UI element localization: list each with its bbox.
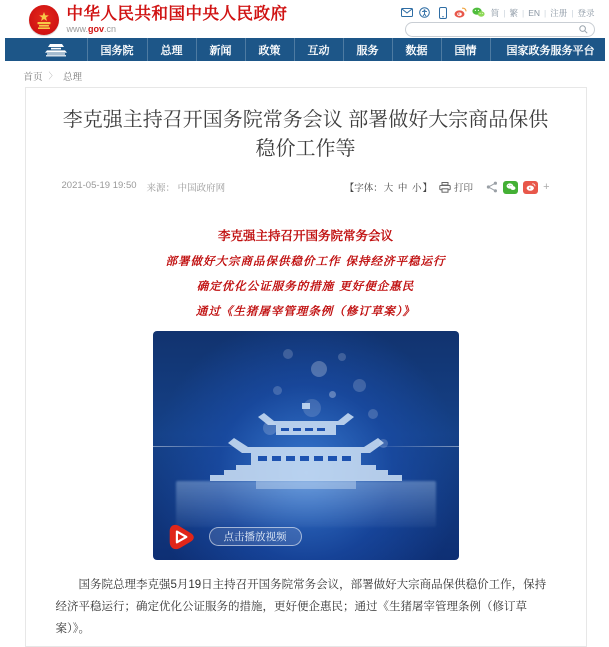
tiananmen-illustration [196,403,416,489]
header-utilities [401,4,595,37]
bokeh-dot [329,391,336,398]
login-link[interactable]: 登录 [577,7,594,19]
weibo-icon[interactable] [455,7,467,19]
nav-xinwen[interactable]: 新闻 [197,38,246,61]
site-title: 中华人民共和国中央人民政府 [67,5,288,23]
font-size-control: 【字体：大 中 小】 [345,180,432,194]
font-medium-button[interactable]: 中 [398,183,408,194]
bokeh-dot [273,386,282,395]
meeting-headline: 李克强主持召开国务院常务会议 [26,226,586,244]
site-brand[interactable] [29,5,288,35]
article-body-paragraph: 国务院总理李克强5月19日主持召开国务院常务会议，部署做好大宗商品保供稳价工作，保持经济平稳运行；确定优化公证服务的措施，更好便企惠民；通过《生猪屠宰管理条例（修订草案）》。 [56,575,556,641]
lang-links: 简 | 繁 | EN | 注册 | 登录 [491,7,595,19]
font-large-button[interactable]: 大 [384,183,394,194]
article-container [25,87,587,647]
bokeh-dot [338,353,346,361]
main-nav [5,38,605,61]
meeting-subline-1: 部署做好大宗商品保供稳价工作 保持经济平稳运行 [26,253,586,269]
nav-home[interactable] [25,38,88,61]
nav-zongli[interactable]: 总理 [148,38,197,61]
print-button[interactable]: 打印 [439,180,473,194]
video-player[interactable] [153,331,459,560]
nav-fuwu[interactable]: 服务 [344,38,393,61]
nav-zhengwu-platform[interactable]: 国家政务服务平台 [491,38,609,61]
utility-row [401,7,595,19]
nav-shuju[interactable]: 数据 [393,38,442,61]
tiananmen-home-icon [43,43,69,57]
share-wechat-icon[interactable] [503,181,518,194]
search-input[interactable] [405,22,595,37]
share-icon[interactable] [486,181,498,193]
breadcrumb-separator: 〉 [49,70,58,82]
nav-guoqing[interactable]: 国情 [442,38,491,61]
share-weibo-icon[interactable] [523,181,538,194]
search-icon [579,25,588,34]
bokeh-dot [353,379,366,392]
nav-zhengce[interactable]: 政策 [246,38,295,61]
accessibility-icon[interactable] [419,7,431,19]
meta-right [345,180,550,194]
wechat-icon[interactable] [473,7,485,19]
font-small-button[interactable]: 小 [412,183,422,194]
play-video-label[interactable]: 点击播放视频 [209,527,302,546]
meeting-subline-3: 通过《生猪屠宰管理条例（修订草案）》 [26,303,586,319]
publish-date: 2021-05-19 19:50 [62,180,137,194]
site-header [5,0,605,38]
bokeh-dot [311,361,327,377]
breadcrumb [5,61,605,90]
breadcrumb-home[interactable]: 首页 [24,69,43,83]
nav-guowuyuan[interactable]: 国务院 [88,38,148,61]
bokeh-dot [283,349,293,359]
brand-text [67,5,288,34]
mobile-icon[interactable] [437,7,449,19]
page [5,0,605,583]
national-emblem-logo [29,5,59,35]
breadcrumb-current: 总理 [63,69,82,83]
nav-hudong[interactable]: 互动 [295,38,344,61]
lang-traditional[interactable]: 繁 [509,7,518,19]
lang-simplified[interactable]: 简 [491,7,500,19]
register-link[interactable]: 注册 [550,7,567,19]
article-meta [62,180,550,194]
mail-icon[interactable] [401,7,413,19]
source: 来源： 中国政府网 [147,180,226,194]
site-url: www.gov.cn [67,25,288,35]
meeting-subline-2: 确定优化公证服务的措施 更好便企惠民 [26,278,586,294]
play-button[interactable] [167,523,194,550]
share-more-button[interactable]: + [543,181,549,193]
article-title: 李克强主持召开国务院常务会议 部署做好大宗商品保供稳价工作等 [56,106,556,164]
lang-english[interactable]: EN [528,8,540,18]
share-group [486,181,549,194]
meta-left [62,180,226,194]
meeting-headline-block [26,226,586,319]
printer-icon [439,182,451,193]
